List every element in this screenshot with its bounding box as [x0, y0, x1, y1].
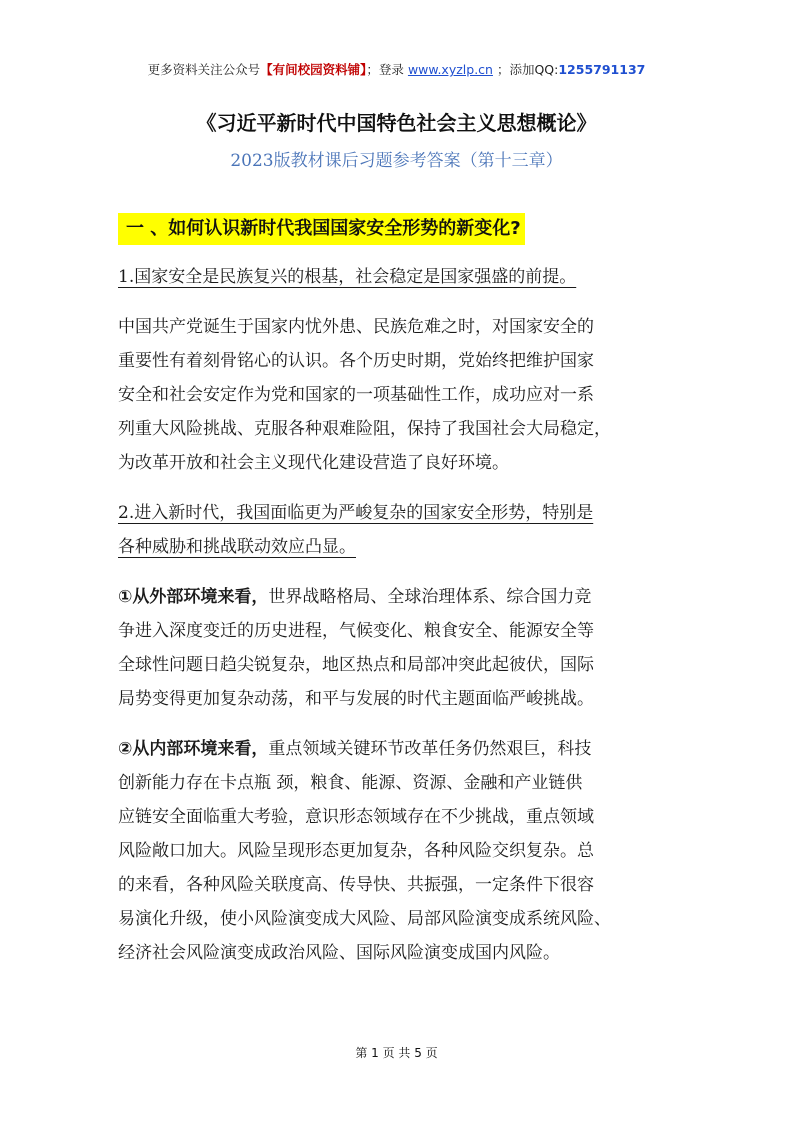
para3-line	[118, 732, 693, 766]
para3-line: 风险敞口加大。风险呈现形态更加复杂，各种风险交织复杂。总	[118, 841, 594, 861]
para3-line: 的来看，各种风险关联度高、传导快、共振强，一定条件下很容	[118, 875, 594, 895]
document-title: 《习近平新时代中国特色社会主义思想概论》	[196, 111, 597, 135]
para2-line: 争进入深度变迁的历史进程，气候变化、粮食安全、能源安全等	[118, 621, 594, 641]
header-qq-label: ；添加QQ:	[496, 62, 559, 77]
header-qq-number: 1255791137	[558, 62, 646, 77]
header-prefix: 更多资料关注公众号	[147, 62, 261, 77]
para1-line: 安全和社会安定作为党和国家的一项基础性工作，成功应对一系	[118, 385, 594, 405]
para2-line	[118, 580, 693, 614]
page-header	[0, 60, 793, 78]
header-brand: 【有间校园资料铺】	[260, 62, 367, 77]
para2-first-rest: 世界战略格局、全球治理体系、综合国力竞	[268, 587, 592, 607]
point2-line: 2.进入新时代，我国面临更为严峻复杂的国家安全形势，特别是	[118, 503, 594, 523]
section-heading: 一 、如何认识新时代我国国家安全形势的新变化?	[118, 213, 525, 245]
para1-line: 重要性有着刻骨铭心的认识。各个历史时期，党始终把维护国家	[118, 351, 594, 371]
page-footer: 第 1 页 共 5 页	[355, 1046, 438, 1060]
header-website-link[interactable]: www.xyzlp.cn	[407, 62, 493, 77]
para1-line: 中国共产党诞生于国家内忧外患、民族危难之时，对国家安全的	[118, 317, 594, 337]
para2-line: 局势变得更加复杂动荡，和平与发展的时代主题面临严峻挑战。	[118, 689, 594, 709]
header-login-label: ；登录	[366, 62, 404, 77]
point1-line: 1.国家安全是民族复兴的根基，社会稳定是国家强盛的前提。	[118, 267, 577, 287]
para1-line: 列重大风险挑战、克服各种艰难险阻，保持了我国社会大局稳定，	[118, 419, 611, 439]
para3-line: 易演化升级，使小风险演变成大风险、局部风险演变成系统风险、	[118, 909, 611, 929]
para2-lead: ①从外部环境来看，	[118, 587, 269, 607]
para2-line: 全球性问题日趋尖锐复杂，地区热点和局部冲突此起彼伏，国际	[118, 655, 594, 675]
para1-line: 为改革开放和社会主义现代化建设营造了良好环境。	[118, 453, 509, 473]
point2-line: 各种威胁和挑战联动效应凸显。	[118, 537, 356, 557]
document-subtitle: 2023版教材课后习题参考答案（第十三章）	[230, 151, 563, 171]
document-body	[118, 260, 693, 970]
para3-lead: ②从内部环境来看，	[118, 739, 269, 759]
para3-first-rest: 重点领域关键环节改革任务仍然艰巨，科技	[268, 739, 592, 759]
para3-line: 创新能力存在卡点瓶 颈，粮食、能源、资源、金融和产业链供	[118, 773, 583, 793]
para3-line: 经济社会风险演变成政治风险、国际风险演变成国内风险。	[118, 943, 560, 963]
para3-line: 应链安全面临重大考验，意识形态领域存在不少挑战，重点领域	[118, 807, 594, 827]
